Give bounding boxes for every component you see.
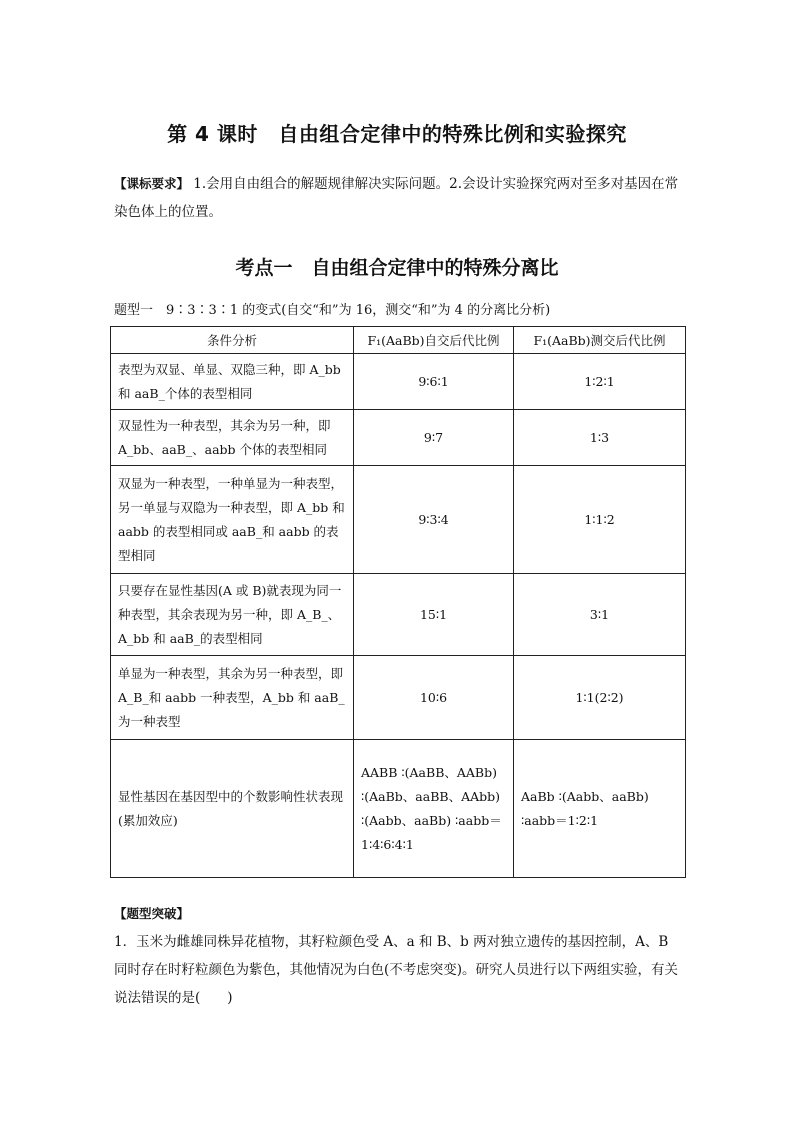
table-row <box>111 740 686 878</box>
self-cross-ratio: AABB ∶(AaBB、AABb) ∶(AaBb、aaBB、AAbb) ∶(Aabb、aaBb) ∶aabb＝1∶4∶6∶4∶1 <box>354 740 514 878</box>
self-cross-ratio: 10∶6 <box>354 656 514 740</box>
table-row <box>111 574 686 656</box>
header-self-cross: F₁(AaBb)自交后代比例 <box>354 327 514 354</box>
requirement-text: 1.会用自由组合的解题规律解决实际问题。2.会设计实验探究两对至多对基因在常染色体上的位置。 <box>114 176 679 220</box>
header-condition: 条件分析 <box>111 327 354 354</box>
header-test-cross: F₁(AaBb)测交后代比例 <box>514 327 686 354</box>
self-cross-ratio: 9∶6∶1 <box>354 354 514 410</box>
test-cross-ratio: 1∶3 <box>514 410 686 466</box>
curriculum-requirement <box>114 170 684 226</box>
condition-cell: 双显为一种表型，一种单显为一种表型，另一单显与双隐为一种表型，即 A_bb 和 aabb 的表型相同或 aaB_和 aabb 的表型相同 <box>111 466 354 574</box>
condition-cell: 只要存在显性基因(A 或 B)就表现为同一种表型，其余表现为另一种，即 A_B_、A_bb 和 aaB_的表型相同 <box>111 574 354 656</box>
table-row <box>111 410 686 466</box>
condition-cell: 表型为双显、单显、双隐三种，即 A_bb 和 aaB_个体的表型相同 <box>111 354 354 410</box>
ratio-table <box>110 326 686 878</box>
condition-cell: 显性基因在基因型中的个数影响性状表现(累加效应) <box>111 740 354 878</box>
table-header-row <box>111 327 686 354</box>
type-heading: 题型一 9∶3∶3∶1 的变式(自交“和”为 16，测交“和”为 4 的分离比分析) <box>114 303 551 318</box>
self-cross-ratio: 9∶3∶4 <box>354 466 514 574</box>
table-row <box>111 466 686 574</box>
test-cross-ratio: 1∶1(2∶2) <box>514 656 686 740</box>
test-cross-ratio: AaBb ∶(Aabb、aaBb) ∶aabb＝1∶2∶1 <box>514 740 686 878</box>
self-cross-ratio: 15∶1 <box>354 574 514 656</box>
test-cross-ratio: 1∶2∶1 <box>514 354 686 410</box>
condition-cell: 单显为一种表型，其余为另一种表型，即 A_B_和 aabb 一种表型，A_bb 和 aaB_为一种表型 <box>111 656 354 740</box>
test-cross-ratio: 1∶1∶2 <box>514 466 686 574</box>
table-row <box>111 354 686 410</box>
self-cross-ratio: 9∶7 <box>354 410 514 466</box>
breakthrough-label: 【题型突破】 <box>114 906 190 921</box>
question-1: 1．玉米为雌雄同株异花植物，其籽粒颜色受 A、a 和 B、b 两对独立遗传的基因控制，A、B 同时存在时籽粒颜色为紫色，其他情况为白色(不考虑突变)。研究人员进行以下两组实验，有关说法错误的是( ) <box>114 934 679 1006</box>
requirement-tag: 【课标要求】 <box>114 176 190 191</box>
lesson-title: 第 4 课时 自由组合定律中的特殊比例和实验探究 <box>167 122 627 146</box>
table-row <box>111 656 686 740</box>
test-cross-ratio: 3∶1 <box>514 574 686 656</box>
section-title: 考点一 自由组合定律中的特殊分离比 <box>235 257 559 279</box>
condition-cell: 双显性为一种表型，其余为另一种，即 A_bb、aaB_、aabb 个体的表型相同 <box>111 410 354 466</box>
